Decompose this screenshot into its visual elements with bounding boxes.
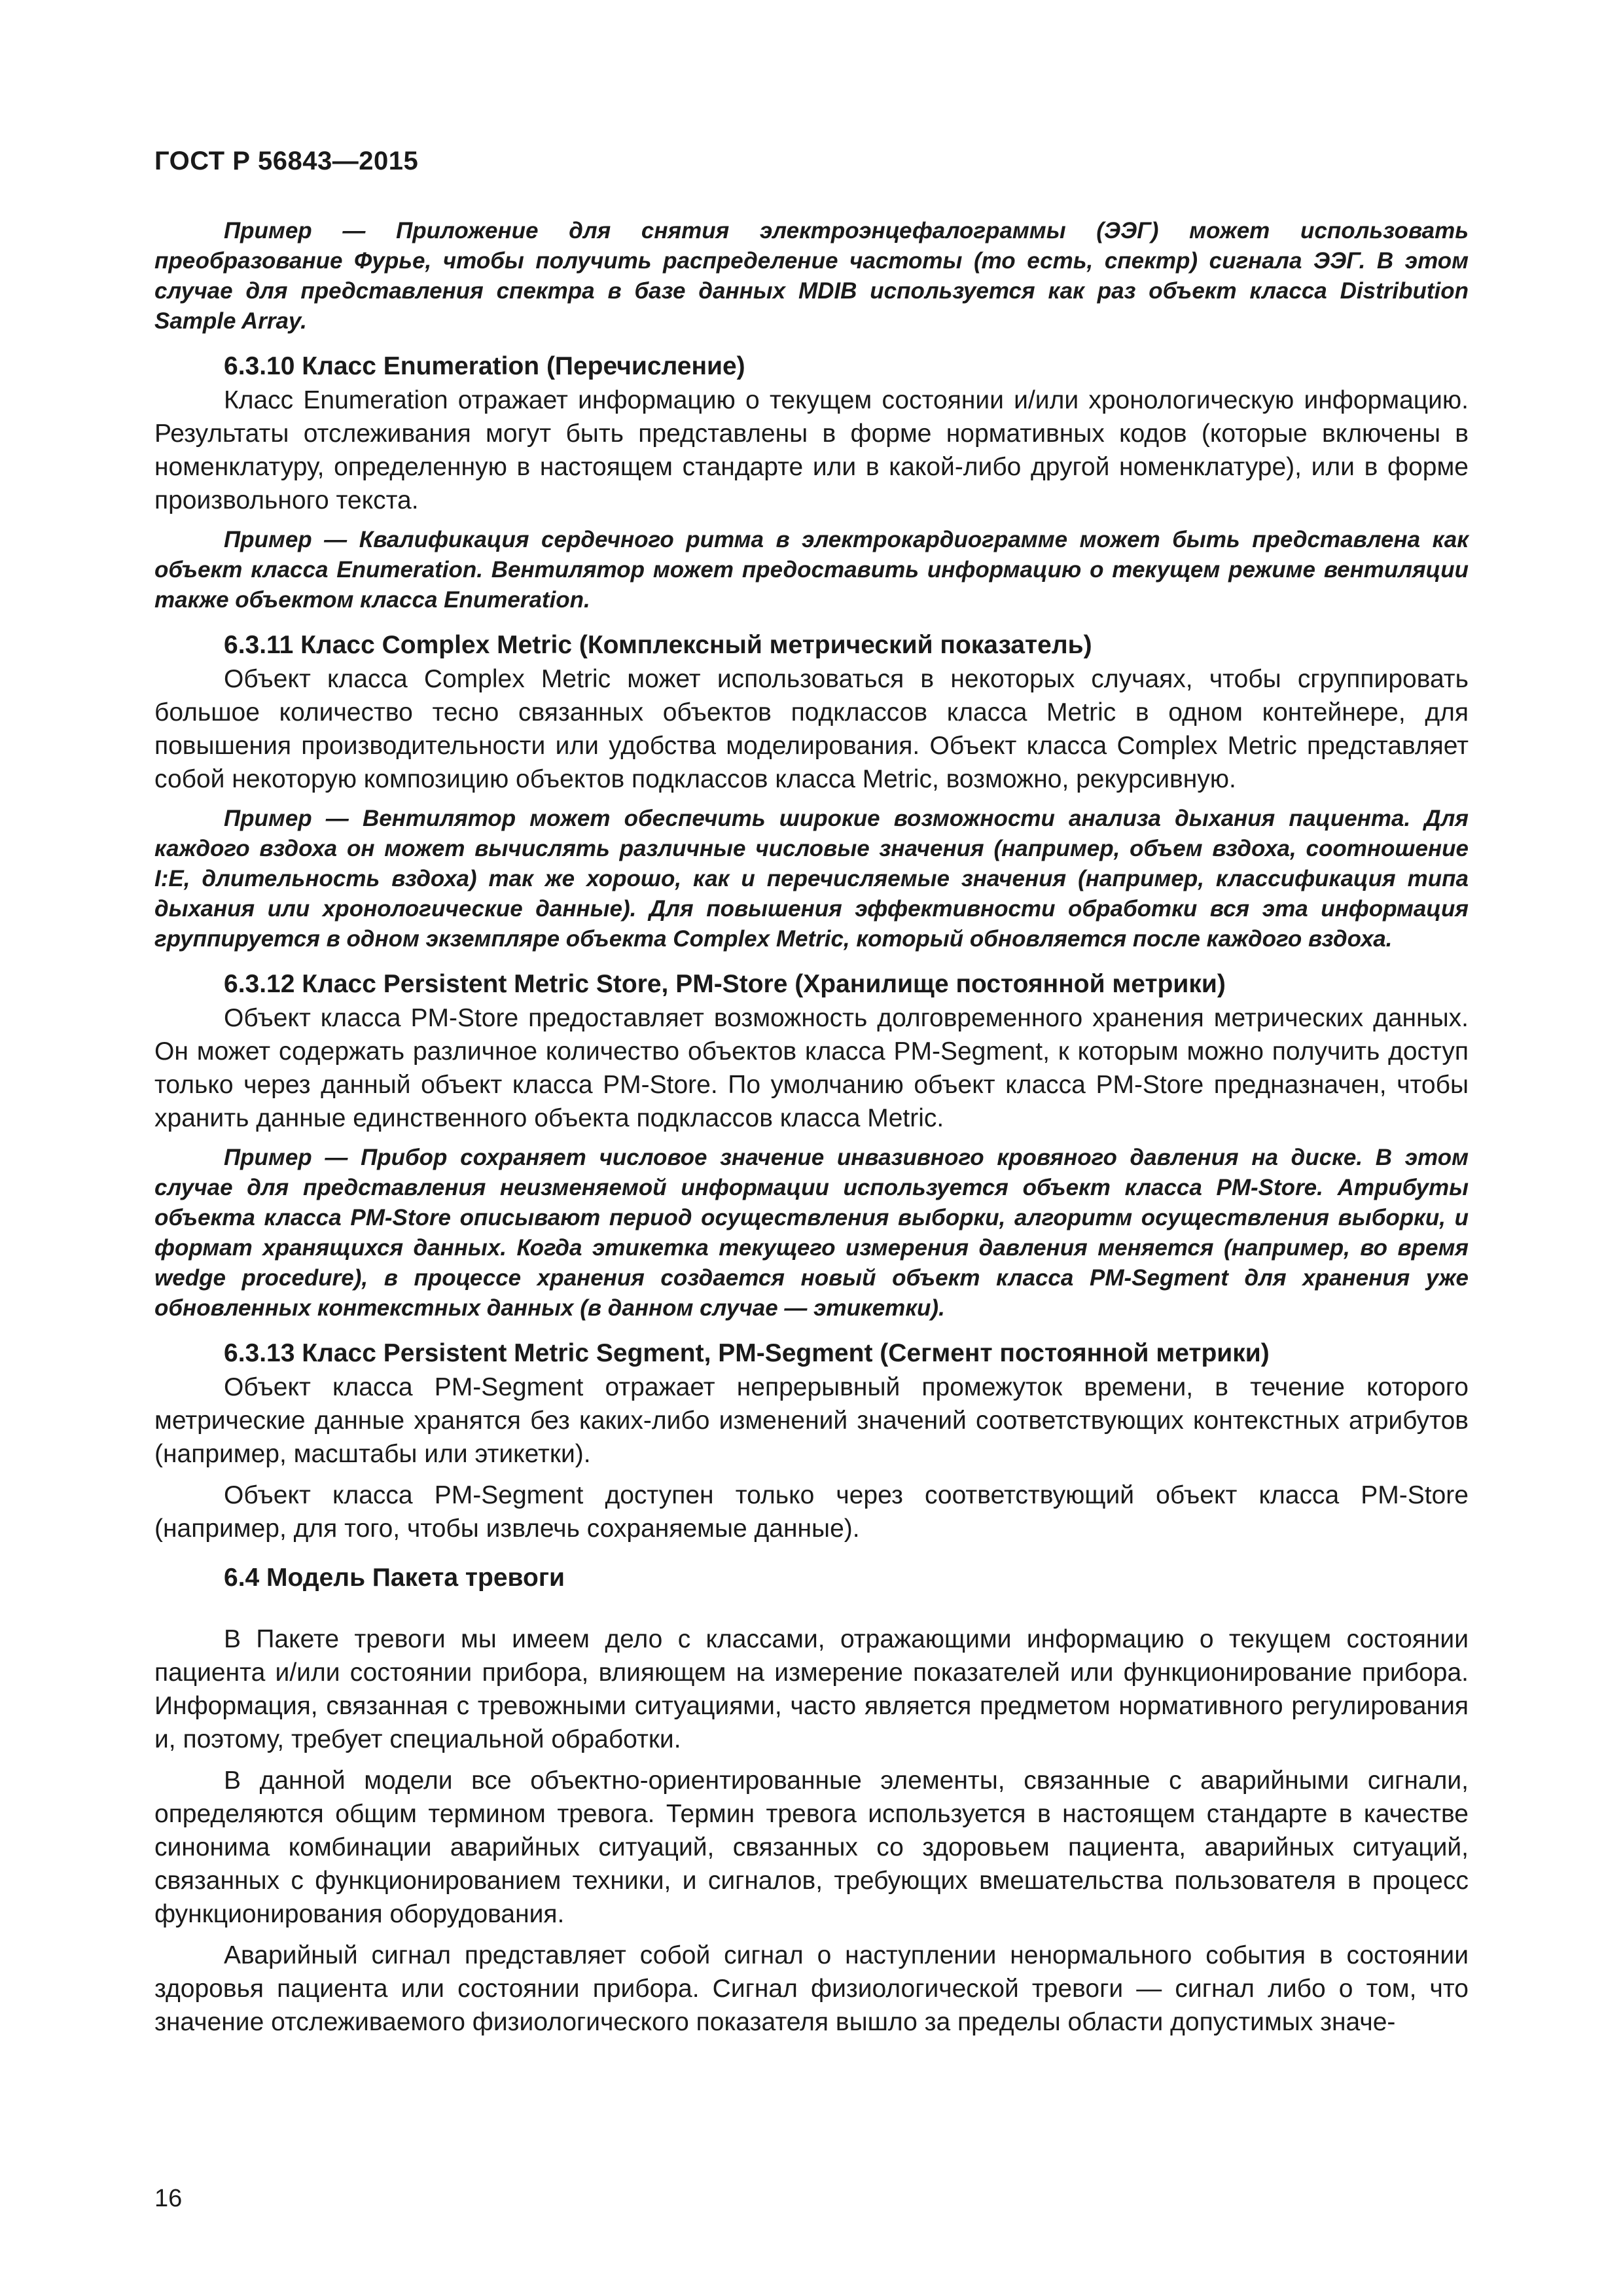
- paragraph-alarm-package: В Пакете тревоги мы имеем дело с классами, отражающими информацию о текущем состоянии пациента и/или состоянии прибора, влияющем на измерение показателей или функционирование прибора. Информация, связанная с тревожными ситуациями, часто является предметом нормативного регулирования и, поэтому, требует специальной обработки.: [154, 1625, 1469, 1753]
- section-heading-6-3-10: 6.3.10 Класс Enumeration (Перечисление): [224, 352, 745, 380]
- example-blood-pressure: Пример — Прибор сохраняет числовое значение инвазивного кровяного давления на диске. В этом случае для представления неизменяемой информации используется объект класса PM-Store. Атрибуты объекта класса PM-Store описывают период осуществления выборки, алгоритм осуществления выборки, и формат хранящихся данных. Когда этикетка текущего измерения давления меняется (например, во время wedge procedure), в процессе хранения создается новый объект класса PM-Segment для хранения уже обновленных контекстных данных (в данном случае — этикетки).: [154, 1145, 1469, 1321]
- section-heading-6-3-11: 6.3.11 Класс Complex Metric (Комплексный метрический показатель): [224, 631, 1092, 659]
- page-number: 16: [154, 2185, 183, 2212]
- section-heading-6-4: 6.4 Модель Пакета тревоги: [224, 1564, 565, 1592]
- paragraph-pm-segment-1: Объект класса PM-Segment отражает непрерывный промежуток времени, в течение которого метрические данные хранятся без каких-либо изменений значений соответствующих контекстных атрибутов (например, масштабы или этикетки).: [154, 1373, 1469, 1468]
- paragraph-complex-metric: Объект класса Complex Metric может использоваться в некоторых случаях, чтобы сгруппировать большое количество тесно связанных объектов подклассов класса Metric в одном контейнере, для повышения производительности или удобства моделирования. Объект класса Complex Metric представляет собой некоторую композицию объектов подклассов класса Metric, возможно, рекурсивную.: [154, 665, 1469, 793]
- paragraph-pm-store: Объект класса PM-Store предоставляет возможность долговременного хранения метрических данных. Он может содержать различное количество объектов класса PM-Segment, к которым можно получить доступ только через данный объект класса PM-Store. По умолчанию объект класса PM-Store предназначен, чтобы хранить данные единственного объекта подклассов класса Metric.: [154, 1004, 1469, 1132]
- example-heart-rhythm: Пример — Квалификация сердечного ритма в электрокардиограмме может быть представлена как объект класса Enumeration. Вентилятор может предоставить информацию о текущем режиме вентиляции также объектом класса Enumeration.: [154, 527, 1469, 613]
- document-header: ГОСТ Р 56843—2015: [154, 147, 419, 175]
- paragraph-pm-segment-2: Объект класса PM-Segment доступен только через соответствующий объект класса PM-Store (например, для того, чтобы извлечь сохраняемые данные).: [154, 1481, 1469, 1543]
- section-heading-6-3-12: 6.3.12 Класс Persistent Metric Store, PM-Store (Хранилище постоянной метрики): [224, 970, 1226, 998]
- example-ventilator-breath: Пример — Вентилятор может обеспечить широкие возможности анализа дыхания пациента. Для каждого вздоха он может вычислять различные числовые значения (например, объем вздоха, соотношение I:E, длительность вздоха) так же хорошо, как и перечисляемые значения (например, классификация типа дыхания или хронологические данные). Для повышения эффективности обработки вся эта информация группируется в одном экземпляре объекта Complex Metric, который обновляется после каждого вздоха.: [154, 806, 1469, 952]
- paragraph-enumeration: Класс Enumeration отражает информацию о текущем состоянии и/или хронологическую информацию. Результаты отслеживания могут быть представлены в форме нормативных кодов (которые включены в номенклатуру, определенную в настоящем стандарте или в какой-либо другой номенклатуре), или в форме произвольного текста.: [154, 386, 1469, 514]
- section-heading-6-3-13: 6.3.13 Класс Persistent Metric Segment, PM-Segment (Сегмент постоянной метрики): [224, 1339, 1270, 1367]
- example-eeg-fourier: Пример — Приложение для снятия электроэнцефалограммы (ЭЭГ) может использовать преобразование Фурье, чтобы получить распределение частоты (то есть, спектр) сигнала ЭЭГ. В этом случае для представления спектра в базе данных MDIB используется как раз объект класса Distribution Sample Array.: [154, 218, 1469, 334]
- paragraph-alarm-signal: Аварийный сигнал представляет собой сигнал о наступлении ненормального события в состоянии здоровья пациента или состоянии прибора. Сигнал физиологической тревоги — сигнал либо о том, что значение отслеживаемого физиологического показателя вышло за пределы области допустимых значе-: [154, 1941, 1469, 2036]
- page-content: [154, 216, 1469, 2047]
- paragraph-alarm-model: В данной модели все объектно-ориентированные элементы, связанные с аварийными сигнали, определяются общим термином тревога. Термин тревога используется в настоящем стандарте в качестве синонима комбинации аварийных ситуаций, связанных со здоровьем пациента, аварийных ситуаций, связанных с функционированием техники, и сигналов, требующих вмешательства пользователя в процесс функционирования оборудования.: [154, 1767, 1469, 1928]
